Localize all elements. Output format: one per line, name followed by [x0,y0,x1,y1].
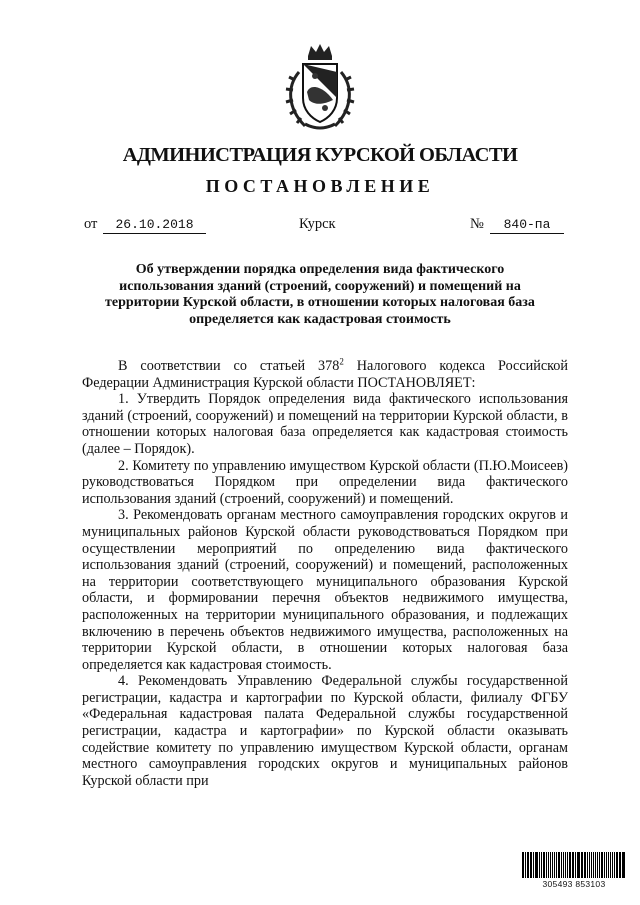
barcode-bar [558,852,560,878]
barcode-bar [584,852,586,878]
barcode-number: 305493 853103 [542,879,606,889]
barcode-bar [563,852,564,878]
paragraph-4: 4. Рекомендовать Управлению Федеральной службы государственной регистрации, кадастра и картографии по Курской области, филиалу ФГБУ «Федеральная кадастровая палата Федеральной службы государственной регистрации, кадастра и картографии» по Курской области оказывать содействие комитету по управлению имуществом Курской области, органам местного самоуправления городских округов и муниципальных районов Курской области при [82,673,568,789]
barcode-bar [533,852,534,878]
barcode-bar [599,852,601,878]
barcode-bar [550,852,551,878]
barcode-bar [595,852,596,878]
barcode-bar [597,852,598,878]
document-number: 840-па [490,216,564,234]
barcode-bar [548,852,549,878]
document-date: 26.10.2018 [103,216,206,234]
paragraph-1: 1. Утвердить Порядок определения вида фактического использования зданий (строений, сооружений) и помещений на территории Курской области, в отношении которых налоговая база определяется как кадастровая стоимость (далее – Порядок). [82,391,568,457]
barcode-bar [530,852,532,878]
barcode-bar [565,852,566,878]
barcode-bar [522,852,524,878]
article-superscript: 2 [339,356,344,367]
barcode-bar [601,852,603,878]
paragraph-2: 2. Комитету по управлению имуществом Курской области (П.Ю.Моисеев) руководствоваться Порядком при определении вида фактического использования зданий (строений, сооружений) и помещений. [82,457,568,507]
barcode-bar [569,852,571,878]
barcode [522,852,626,890]
barcode-bar [610,852,612,878]
barcode-bar [573,852,574,878]
barcode-bar [622,852,625,878]
barcode-bar [575,852,576,878]
barcode-bar [616,852,618,878]
barcode-bar [591,852,593,878]
coat-of-arms-icon [281,42,359,132]
barcode-bar [536,852,538,878]
barcode-bar [539,852,540,878]
barcode-bar [582,852,583,878]
barcode-bar [604,852,605,878]
document-type: ПОСТАНОВЛЕНИЕ [205,176,435,196]
barcode-bar [587,852,588,878]
barcode-bar [567,852,568,878]
city-name: Курск [299,216,336,232]
barcode-bar [593,852,594,878]
organization-name: АДМИНИСТРАЦИЯ КУРСКОЙ ОБЛАСТИ [122,144,518,166]
barcode-bar [608,852,609,878]
intro-paragraph: В соответствии со статьей $378^2$ Налогового кодекса Российской Федерации Администрация Курской области ПОСТАНОВЛЯЕТ: [82,356,568,391]
barcode-bar [528,852,529,878]
barcode-bar [541,852,542,878]
document-body [82,358,568,789]
barcode-bar [589,852,590,878]
barcode-bar [527,852,528,878]
barcode-bar [543,852,546,878]
number-label: № [470,216,484,232]
barcode-bar [546,852,547,878]
barcode-bar [581,852,582,878]
barcode-bar [572,852,573,878]
barcode-bar [577,852,580,878]
barcode-bar [612,852,613,878]
barcode-bar [554,852,555,878]
barcode-bar [556,852,557,878]
barcode-bar [619,852,620,878]
barcode-bar [525,852,526,878]
barcode-bar [614,852,615,878]
barcode-bar [535,852,536,878]
document-title: Об утверждении порядка определения вида фактического использования зданий (строений, сооружений) и помещений на территории Курской области, в отношении которых налоговая база определяется как кадастровая стоимость [105,262,535,327]
barcode-bars [522,852,626,878]
barcode-bar [606,852,607,878]
barcode-bar [620,852,621,878]
date-label: от [84,216,98,232]
barcode-bar [552,852,554,878]
paragraph-3: 3. Рекомендовать органам местного самоуправления городских округов и муниципальных районов Курской области руководствоваться Порядком при осуществлении мероприятий по определению вида фактического использования зданий (строений, сооружений) и помещений, расположенных на территории соответствующего муниципального образования Курской области, и формировании перечня объектов недвижимого имущества, расположенных на территории муниципального образования, и подлежащих включению в перечень объектов недвижимого имущества, расположенных на территории Курской области, в отношении которых налоговая база определяется как кадастровая стоимость. [82,507,568,673]
barcode-bar [561,852,563,878]
